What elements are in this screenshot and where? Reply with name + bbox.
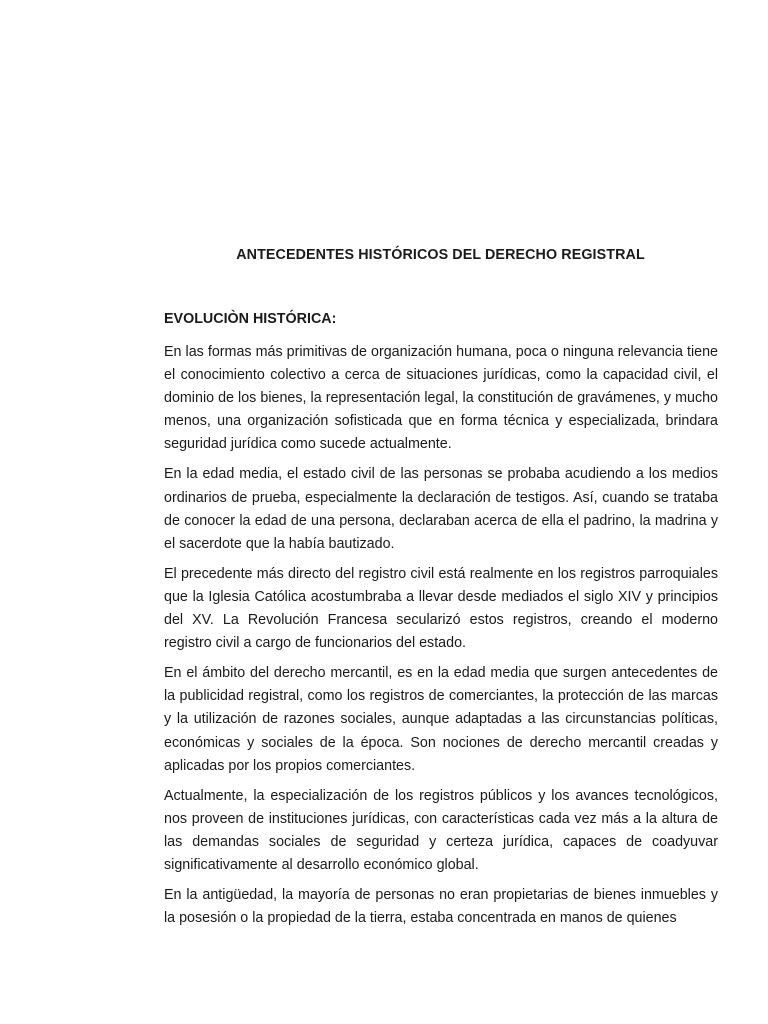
paragraph: El precedente más directo del registro civil está realmente en los registros parroquiales que la Iglesia Católica acostumbraba a llevar desde mediados el siglo XIV y principios del XV. La Revolución Francesa secularizó estos registros, creando el moderno registro civil a cargo de funcionarios del estado. [164,565,718,652]
paragraph: Actualmente, la especialización de los registros públicos y los avances tecnológicos, nos proveen de instituciones jurídicas, con características cada vez más a la altura de las demandas sociales de seguridad y certeza jurídica, capaces de coadyuvar significativamente al desarrollo económico global. [164,787,718,873]
paragraph: En la antigüedad, la mayoría de personas no eran propietarias de bienes inmuebles y la posesión o la propiedad de la tierra, estaba concentrada en manos de quienes [164,887,718,927]
paragraph: En la edad media, el estado civil de las personas se probaba acudiendo a los medios ordinarios de prueba, especialmente la declaración de testigos. Así, cuando se trataba de conocer la edad de una persona, declaraban acerca de ella el padrino, la madrina y el sacerdote que la había bautizado. [164,466,718,552]
paragraph: En las formas más primitivas de organización humana, poca o ninguna relevancia tiene el conocimiento colectivo a cerca de situaciones jurídicas, como la capacidad civil, el dominio de los bienes, la representación legal, la constitución de gravámenes, y mucho menos, una organización sofisticada que en forma técnica y especializada, brindara seguridad jurídica como sucede actualmente. [164,344,718,453]
document-body [164,309,718,930]
section-heading: EVOLUCIÒN HISTÓRICA: [164,311,337,327]
document-title: ANTECEDENTES HISTÓRICOS DEL DERECHO REGISTRAL [236,247,645,263]
paragraph: En el ámbito del derecho mercantil, es en la edad media que surgen antecedentes de la publicidad registral, como los registros de comerciantes, la protección de las marcas y la utilización de razones sociales, aunque adaptadas a las circunstancias políticas, económicas y sociales de la época. Son nociones de derecho mercantil creadas y aplicadas por los propios comerciantes. [164,665,718,774]
